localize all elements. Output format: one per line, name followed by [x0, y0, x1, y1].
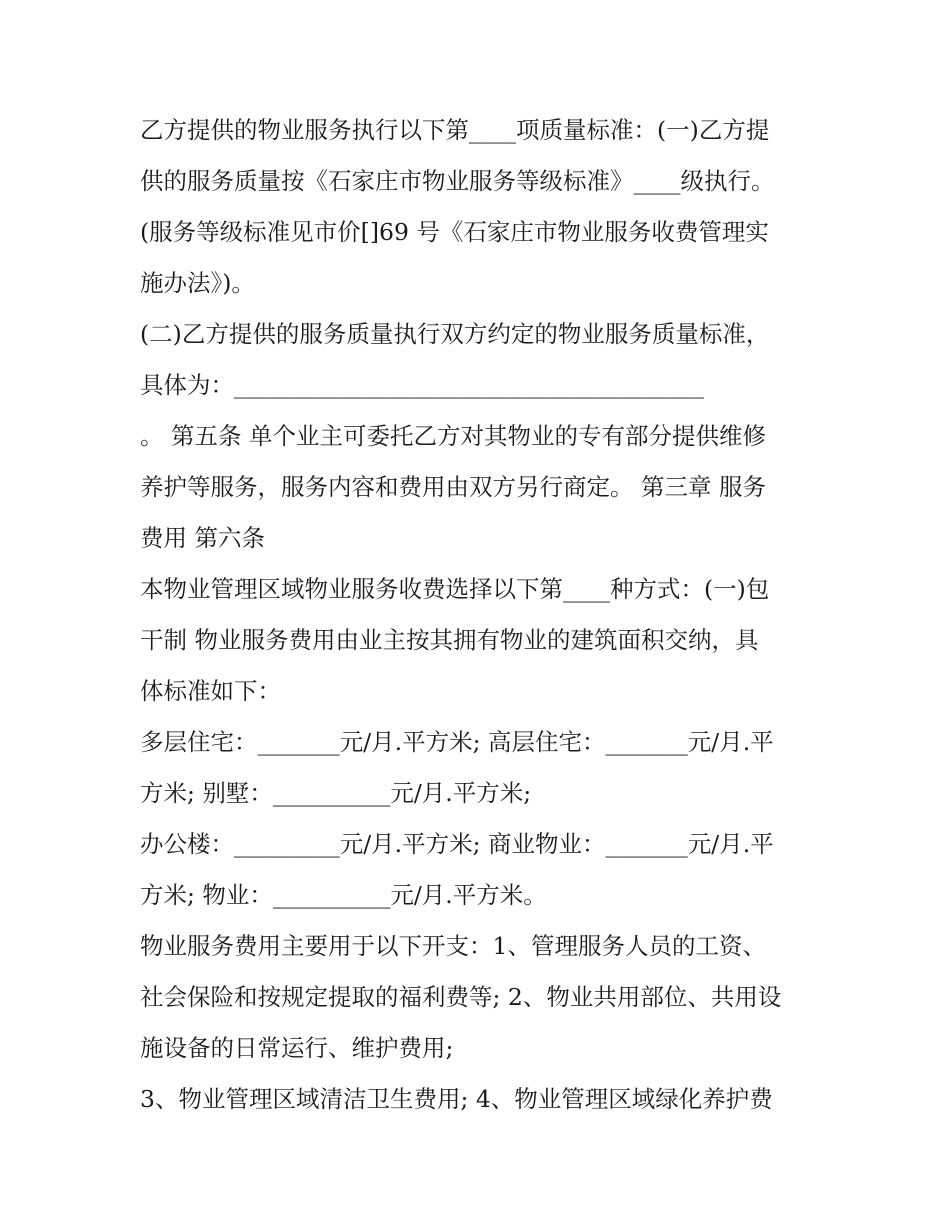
- text-line: 方米; 别墅：__________元/月.平方米;: [140, 779, 532, 807]
- text-line: 。 第五条 单个业主可委托乙方对其物业的专有部分提供维修: [140, 422, 766, 450]
- text-line: 多层住宅：_______元/月.平方米; 高层住宅：_______元/月.平: [140, 728, 774, 756]
- text-line: 物业服务费用主要用于以下开支：1、管理服务人员的工资、: [140, 932, 766, 960]
- text-line: 具体为：________________________________________: [140, 371, 704, 399]
- text-line: 社会保险和按规定提取的福利费等; 2、物业共用部位、共用设: [140, 983, 782, 1011]
- text-line: 施办法》)。: [140, 269, 255, 297]
- text-line: 费用 第六条: [140, 524, 265, 552]
- text-line: 供的服务质量按《石家庄市物业服务等级标准》____级执行。: [140, 167, 775, 195]
- text-line: 体标准如下：: [140, 677, 281, 705]
- text-line: 办公楼：_________元/月.平方米; 商业物业：_______元/月.平: [140, 830, 774, 858]
- text-line: (二)乙方提供的服务质量执行双方约定的物业服务质量标准，: [140, 320, 770, 348]
- text-line: 方米; 物业：__________元/月.平方米。: [140, 881, 547, 909]
- text-line: 养护等服务，服务内容和费用由双方另行商定。 第三章 服务: [140, 473, 766, 501]
- text-line: 干制 物业服务费用由业主按其拥有物业的建筑面积交纳，具: [140, 626, 759, 654]
- text-line: 本物业管理区域物业服务收费选择以下第____种方式：(一)包: [140, 575, 770, 603]
- text-line: 乙方提供的物业服务执行以下第____项质量标准：(一)乙方提: [140, 116, 770, 144]
- text-line: 3、物业管理区域清洁卫生费用; 4、物业管理区域绿化养护费: [140, 1085, 773, 1113]
- text-line: 施设备的日常运行、维护费用;: [140, 1034, 454, 1062]
- text-line: (服务等级标准见市价[]69 号《石家庄市物业服务收费管理实: [140, 218, 769, 246]
